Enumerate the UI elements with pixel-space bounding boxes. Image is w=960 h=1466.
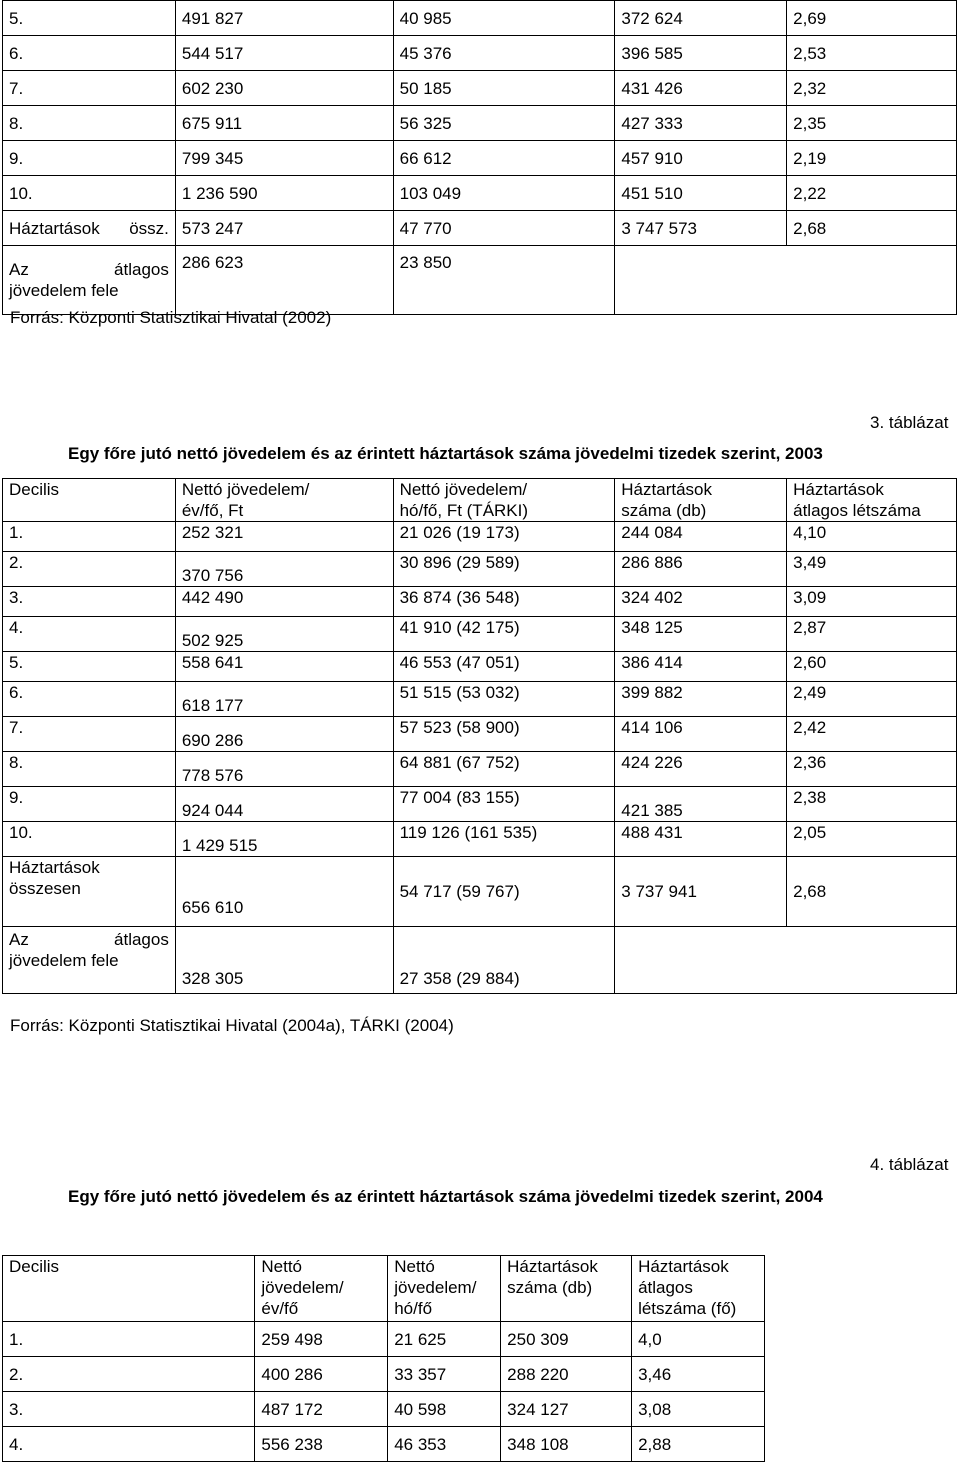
- table-cell: 10.: [3, 822, 176, 857]
- col-header-avg-size: Háztartások átlagos létszáma (fő): [632, 1256, 765, 1322]
- table-cell: 7.: [3, 71, 176, 106]
- table-cell: 618 177: [175, 682, 393, 717]
- table3-header-row: [3, 479, 957, 522]
- table-cell: 252 321: [175, 522, 393, 552]
- avg-empty-cell: [615, 246, 957, 315]
- table-cell: 2,36: [787, 752, 957, 787]
- table-cell: 10.: [3, 176, 176, 211]
- col-header-avg-size: Háztartások átlagos létszáma: [787, 479, 957, 522]
- table-cell: 2,05: [787, 822, 957, 857]
- table-cell: 8.: [3, 752, 176, 787]
- table-cell: 2,35: [787, 106, 957, 141]
- table-cell: 119 126 (161 535): [393, 822, 615, 857]
- table-cell: 414 106: [615, 717, 787, 752]
- table-row: [3, 141, 957, 176]
- table-cell: 1 429 515: [175, 822, 393, 857]
- table-2003-continued-body: [3, 1, 957, 246]
- table-cell: 399 882: [615, 682, 787, 717]
- table-cell: 3 747 573: [615, 211, 787, 246]
- table-cell: 46 553 (47 051): [393, 652, 615, 682]
- table-row: [3, 211, 957, 246]
- table-cell: 45 376: [393, 36, 615, 71]
- table-cell: 924 044: [175, 787, 393, 822]
- table-cell: 690 286: [175, 717, 393, 752]
- table-cell: 6.: [3, 36, 176, 71]
- table-cell: 8.: [3, 106, 176, 141]
- table-cell: Háztartások össz.: [3, 211, 176, 246]
- table-cell: 348 108: [501, 1427, 632, 1462]
- table-cell: 40 985: [393, 1, 615, 36]
- col-header-households: Háztartások száma (db): [501, 1256, 632, 1322]
- table-cell: 50 185: [393, 71, 615, 106]
- total-size-cell: 2,68: [787, 857, 957, 927]
- table-cell: 2,22: [787, 176, 957, 211]
- table2-source: Forrás: Központi Statisztikai Hivatal (2002): [10, 308, 332, 327]
- table-cell: 324 127: [501, 1392, 632, 1427]
- col-header-decilis: Decilis: [3, 1256, 255, 1322]
- table-cell: 103 049: [393, 176, 615, 211]
- table-cell: 421 385: [615, 787, 787, 822]
- table-cell: 5.: [3, 652, 176, 682]
- table-cell: 4.: [3, 1427, 255, 1462]
- table-cell: 2,49: [787, 682, 957, 717]
- table-cell: 799 345: [175, 141, 393, 176]
- table-cell: 3,08: [632, 1392, 765, 1427]
- table-cell: 386 414: [615, 652, 787, 682]
- table-cell: 451 510: [615, 176, 787, 211]
- table-cell: 487 172: [255, 1392, 388, 1427]
- table-row: [3, 587, 957, 617]
- table-cell: 36 874 (36 548): [393, 587, 615, 617]
- table4-number: 4. táblázat: [870, 1155, 949, 1174]
- table-cell: 778 576: [175, 752, 393, 787]
- total-label-cell: Háztartások összesen: [3, 857, 176, 927]
- table-row: [3, 176, 957, 211]
- col-header-net-year: Nettó jövedelem/ év/fő: [255, 1256, 388, 1322]
- table-cell: 558 641: [175, 652, 393, 682]
- total-month-cell: 54 717 (59 767): [393, 857, 615, 927]
- avg-month-cell: 27 358 (29 884): [393, 927, 615, 994]
- table-row-average: [3, 927, 957, 994]
- table-cell: 40 598: [388, 1392, 501, 1427]
- table-row: [3, 1357, 765, 1392]
- table-cell: 33 357: [388, 1357, 501, 1392]
- table-cell: 64 881 (67 752): [393, 752, 615, 787]
- table-cell: 21 026 (19 173): [393, 522, 615, 552]
- table-cell: 46 353: [388, 1427, 501, 1462]
- table3-number: 3. táblázat: [870, 413, 949, 432]
- avg-label-cell: Az átlagos jövedelem fele: [3, 927, 176, 994]
- table-cell: 427 333: [615, 106, 787, 141]
- table-cell: 47 770: [393, 211, 615, 246]
- table-cell: 400 286: [255, 1357, 388, 1392]
- table-row: [3, 1392, 765, 1427]
- table-cell: 244 084: [615, 522, 787, 552]
- table-cell: 4,10: [787, 522, 957, 552]
- table-cell: 502 925: [175, 617, 393, 652]
- table-row: [3, 682, 957, 717]
- table-cell: 4.: [3, 617, 176, 652]
- table-cell: 21 625: [388, 1322, 501, 1357]
- table-cell: 2,87: [787, 617, 957, 652]
- table4-title: Egy főre jutó nettó jövedelem és az érintett háztartások száma jövedelmi tizedek szerint, 2004: [68, 1187, 823, 1206]
- table-cell: 77 004 (83 155): [393, 787, 615, 822]
- table-cell: 6.: [3, 682, 176, 717]
- table-cell: 3,49: [787, 552, 957, 587]
- table-2004-body: [3, 1322, 765, 1462]
- table-cell: 3,09: [787, 587, 957, 617]
- table-row: [3, 552, 957, 587]
- table-row: [3, 752, 957, 787]
- table3-title: Egy főre jutó nettó jövedelem és az érintett háztartások száma jövedelmi tizedek szerint, 2003: [68, 444, 823, 463]
- table-cell: 56 325: [393, 106, 615, 141]
- table-row-total: [3, 857, 957, 927]
- col-header-decilis: Decilis: [3, 479, 176, 522]
- table-cell: 9.: [3, 141, 176, 176]
- table-cell: 556 238: [255, 1427, 388, 1462]
- table-cell: 348 125: [615, 617, 787, 652]
- table-cell: 602 230: [175, 71, 393, 106]
- table-cell: 41 910 (42 175): [393, 617, 615, 652]
- table-cell: 2,69: [787, 1, 957, 36]
- table-row-average: [3, 246, 957, 315]
- table-row: [3, 522, 957, 552]
- table-row: [3, 652, 957, 682]
- table-cell: 5.: [3, 1, 176, 36]
- table-cell: 2,60: [787, 652, 957, 682]
- col-header-households: Háztartások száma (db): [615, 479, 787, 522]
- table-row: [3, 617, 957, 652]
- table-cell: 57 523 (58 900): [393, 717, 615, 752]
- table-cell: 7.: [3, 717, 176, 752]
- table-cell: 1 236 590: [175, 176, 393, 211]
- table-cell: 4,0: [632, 1322, 765, 1357]
- table-cell: 66 612: [393, 141, 615, 176]
- table-row: [3, 36, 957, 71]
- table-cell: 288 220: [501, 1357, 632, 1392]
- table-cell: 2.: [3, 1357, 255, 1392]
- table-cell: 9.: [3, 787, 176, 822]
- avg-month-cell: 23 850: [393, 246, 615, 315]
- col-header-net-month: Nettó jövedelem/ hó/fő, Ft (TÁRKI): [393, 479, 615, 522]
- col-header-net-year: Nettó jövedelem/ év/fő, Ft: [175, 479, 393, 522]
- table-cell: 675 911: [175, 106, 393, 141]
- table-cell: 372 624: [615, 1, 787, 36]
- table-cell: 457 910: [615, 141, 787, 176]
- avg-label-cell: Az átlagos jövedelem fele: [3, 246, 176, 315]
- table-cell: 573 247: [175, 211, 393, 246]
- table-cell: 250 309: [501, 1322, 632, 1357]
- table-cell: 442 490: [175, 587, 393, 617]
- total-households-cell: 3 737 941: [615, 857, 787, 927]
- table-cell: 1.: [3, 1322, 255, 1357]
- table-2003-body: [3, 522, 957, 857]
- table-cell: 370 756: [175, 552, 393, 587]
- table-row: [3, 717, 957, 752]
- table-row: [3, 1, 957, 36]
- table-row: [3, 106, 957, 141]
- table-cell: 286 886: [615, 552, 787, 587]
- table-cell: 259 498: [255, 1322, 388, 1357]
- table-2003: [2, 478, 957, 994]
- table-cell: 431 426: [615, 71, 787, 106]
- table-row: [3, 71, 957, 106]
- table-cell: 51 515 (53 032): [393, 682, 615, 717]
- table3-source: Forrás: Központi Statisztikai Hivatal (2004a), TÁRKI (2004): [10, 1016, 454, 1035]
- table-cell: 30 896 (29 589): [393, 552, 615, 587]
- table-cell: 544 517: [175, 36, 393, 71]
- avg-year-cell: 328 305: [175, 927, 393, 994]
- table-row: [3, 787, 957, 822]
- table-cell: 3,46: [632, 1357, 765, 1392]
- table-cell: 2,42: [787, 717, 957, 752]
- avg-empty-cell: [615, 927, 957, 994]
- table-row: [3, 1427, 765, 1462]
- table-cell: 3.: [3, 587, 176, 617]
- table-cell: 324 402: [615, 587, 787, 617]
- table-cell: 2,68: [787, 211, 957, 246]
- table-cell: 396 585: [615, 36, 787, 71]
- col-header-net-month: Nettó jövedelem/ hó/fő: [388, 1256, 501, 1322]
- table-2004: [2, 1255, 765, 1462]
- table-cell: 491 827: [175, 1, 393, 36]
- table-cell: 2,32: [787, 71, 957, 106]
- table4-header-row: [3, 1256, 765, 1322]
- table-row: [3, 1322, 765, 1357]
- table-cell: 2,53: [787, 36, 957, 71]
- table-cell: 3.: [3, 1392, 255, 1427]
- total-year-cell: 656 610: [175, 857, 393, 927]
- table-cell: 2.: [3, 552, 176, 587]
- table-cell: 2,88: [632, 1427, 765, 1462]
- avg-year-cell: 286 623: [175, 246, 393, 315]
- table-2003-continued: [2, 0, 957, 315]
- table-row: [3, 822, 957, 857]
- table-cell: 2,38: [787, 787, 957, 822]
- table-cell: 2,19: [787, 141, 957, 176]
- table-cell: 488 431: [615, 822, 787, 857]
- table-cell: 1.: [3, 522, 176, 552]
- table-cell: 424 226: [615, 752, 787, 787]
